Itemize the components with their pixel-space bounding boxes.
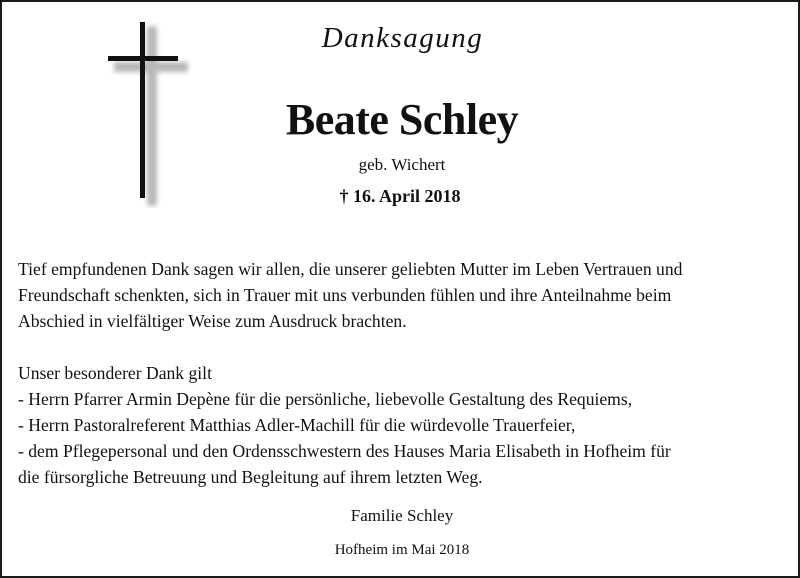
thanks-heading: Unser besonderer Dank gilt bbox=[18, 363, 212, 383]
birth-name: geb. Wichert bbox=[358, 155, 446, 174]
place-date: Hofheim im Mai 2018 bbox=[334, 542, 470, 558]
list-item: - Herrn Pfarrer Armin Depène für die persönliche, liebevolle Gestaltung des Requiems, bbox=[18, 389, 633, 409]
intro-line: Freundschaft schenkten, sich in Trauer mit uns verbunden fühlen und ihre Anteilnahme beim bbox=[18, 285, 672, 305]
signature: Familie Schley bbox=[350, 506, 454, 525]
notice-title: Danksagung bbox=[321, 22, 484, 54]
deceased-name: Beate Schley bbox=[285, 95, 519, 144]
list-item: - Herrn Pastoralreferent Matthias Adler-Machill für die würdevolle Trauerfeier, bbox=[18, 415, 576, 435]
list-item-continuation: die fürsorgliche Betreuung und Begleitung auf ihrem letzten Weg. bbox=[18, 467, 483, 487]
intro-line: Abschied in vielfältiger Weise zum Ausdruck brachten. bbox=[18, 311, 407, 331]
intro-line: Tief empfundenen Dank sagen wir allen, die unserer geliebten Mutter im Leben Vertrauen und bbox=[18, 259, 683, 279]
thanks-list bbox=[18, 386, 786, 490]
list-item: - dem Pflegepersonal und den Ordensschwestern des Hauses Maria Elisabeth in Hofheim für bbox=[18, 441, 671, 461]
death-date: † 16. April 2018 bbox=[339, 186, 461, 206]
notice-body bbox=[18, 256, 786, 490]
intro-paragraph bbox=[18, 256, 786, 334]
